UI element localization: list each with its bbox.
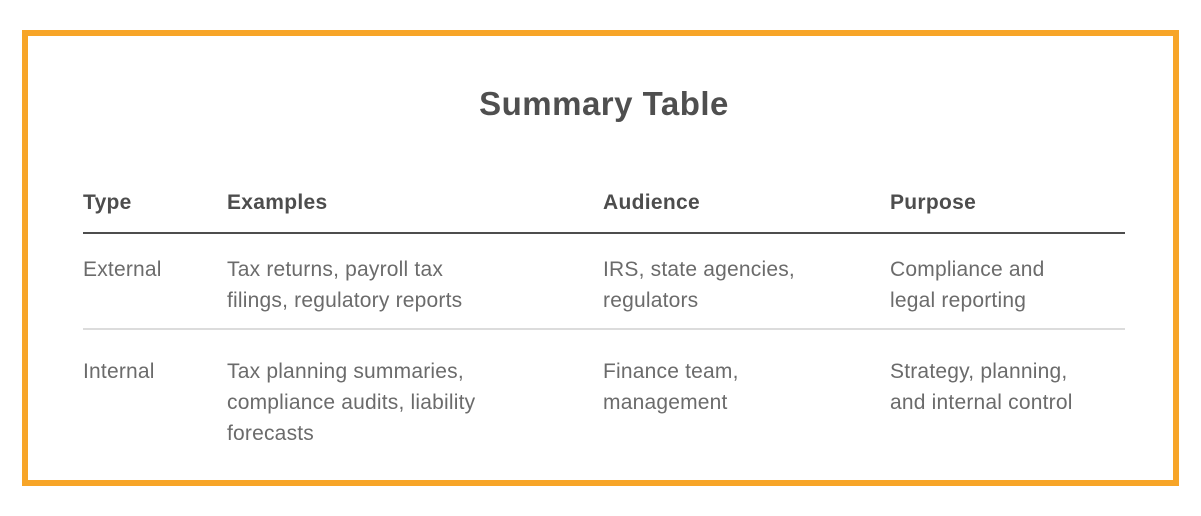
cell-audience <box>603 330 890 459</box>
cell-line: forecasts <box>227 422 314 445</box>
cell-type: Internal <box>83 360 155 383</box>
cell-line: regulators <box>603 289 699 312</box>
table-row-external <box>83 234 1125 330</box>
cell-line: legal reporting <box>890 289 1027 312</box>
cell-line: Tax returns, payroll tax <box>227 258 444 281</box>
summary-card <box>22 30 1179 486</box>
cell-line: compliance audits, liability <box>227 391 476 414</box>
column-header-audience: Audience <box>603 191 700 214</box>
table-header-row <box>83 190 1125 234</box>
cell-line: Strategy, planning, <box>890 360 1068 383</box>
cell-line: Tax planning summaries, <box>227 360 464 383</box>
column-header-purpose: Purpose <box>890 191 977 214</box>
cell-purpose <box>890 330 1125 459</box>
column-header-examples: Examples <box>227 191 328 214</box>
cell-examples <box>227 234 603 328</box>
page-title: Summary Table <box>479 85 729 122</box>
summary-table <box>83 190 1125 459</box>
column-header-type: Type <box>83 191 132 214</box>
cell-audience <box>603 234 890 328</box>
cell-type: External <box>83 258 162 281</box>
cell-line: IRS, state agencies, <box>603 258 795 281</box>
table-row-internal <box>83 330 1125 459</box>
cell-line: and internal control <box>890 391 1073 414</box>
cell-purpose <box>890 234 1125 328</box>
cell-examples <box>227 330 603 459</box>
cell-line: Finance team, <box>603 360 739 383</box>
cell-line: management <box>603 391 728 414</box>
cell-line: Compliance and <box>890 258 1045 281</box>
cell-line: filings, regulatory reports <box>227 289 463 312</box>
